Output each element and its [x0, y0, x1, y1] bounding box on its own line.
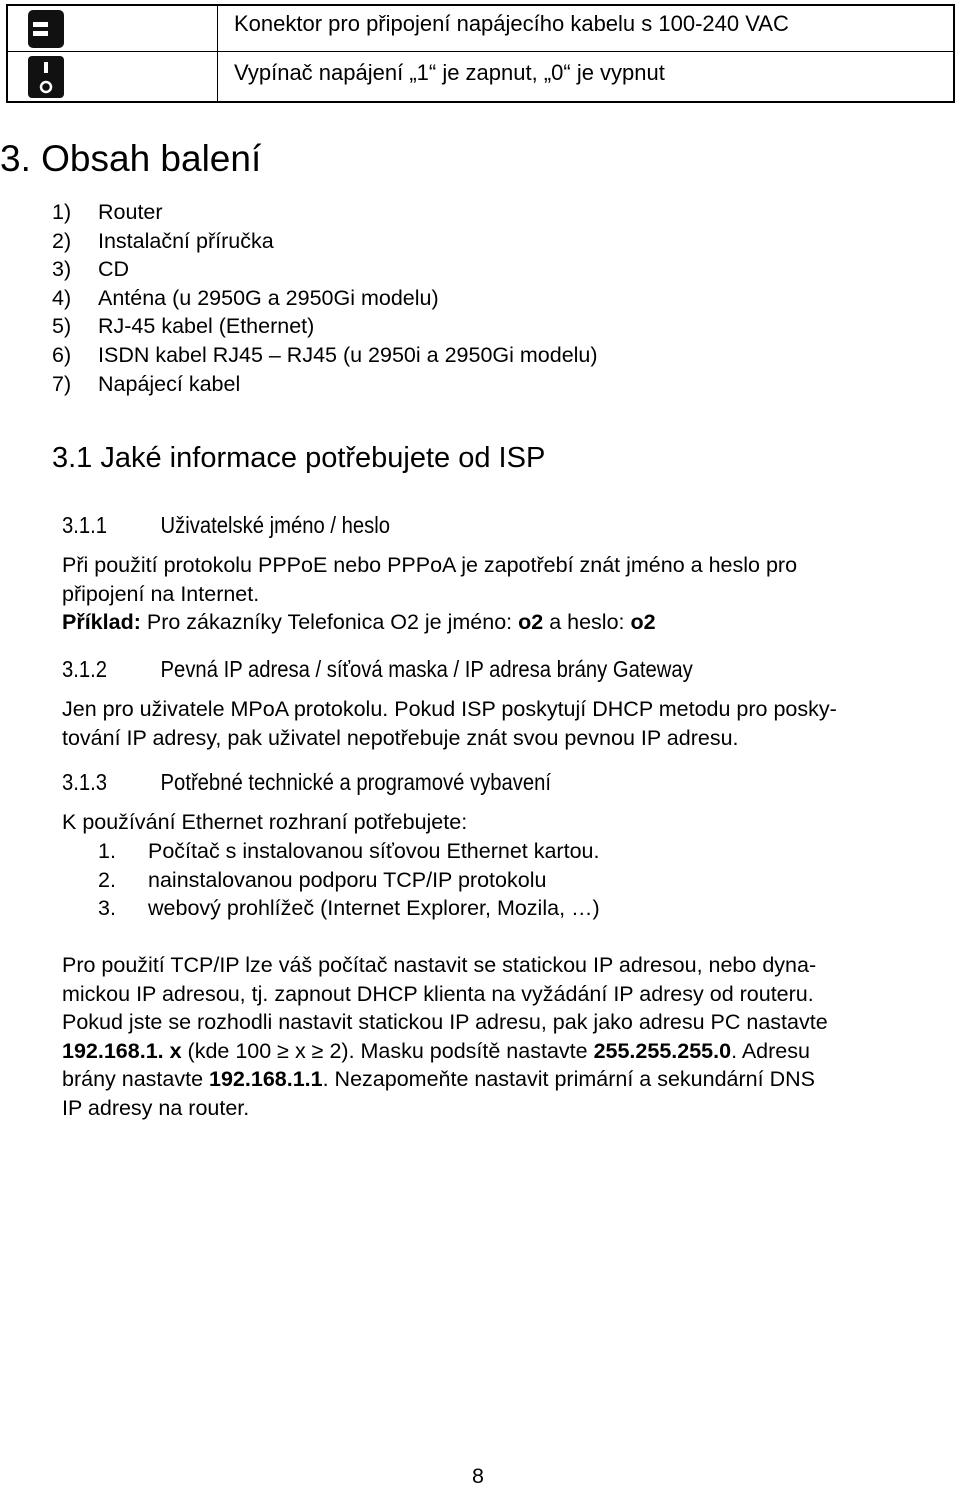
power-connector-icon	[26, 9, 66, 49]
paragraph: K používání Ethernet rozhraní potřebujete:	[62, 810, 468, 834]
list-item: 1) Router	[52, 200, 163, 224]
list-item: 2. nainstalovanou podporu TCP/IP protokolu	[98, 867, 547, 892]
switch-description: Vypínač napájení „1“ je zapnut, „0“ je vypnut	[234, 60, 665, 85]
subnet-mask: 255.255.255.0	[593, 1038, 732, 1063]
list-item: 2) Instalační příručka	[52, 228, 274, 253]
subsubsection-heading: 3.1.2 Pevná IP adresa / síťová maska / IP adresa brány Gateway	[62, 656, 693, 682]
pc-ip-address: 192.168.1. x	[62, 1038, 182, 1063]
package-contents-list	[52, 198, 598, 398]
subsubsection-heading: 3.1.1 Uživatelské jméno / heslo	[62, 512, 391, 538]
list-item: 4) Anténa (u 2950G a 2950Gi modelu)	[52, 285, 439, 310]
paragraph: Pro použití TCP/IP lze váš počítač nastavit se statickou IP adresou, nebo dyna- mickou IP adresou, tj. zapnout DHCP klienta na vyžádání IP adresy od routeru. Pokud jste se rozhodli nastavit statickou IP adresu, pak jako adresu PC nastavte 192.168.1. x (kde 100 ≥ x ≥ 2). Masku podsítě nastavte 255.255.255.0. Adresu brány nastavte 192.168.1.1. Nezapomeňte nastavit primární a sekundární DNS IP adresy na router.	[62, 953, 828, 1120]
list-item: 1. Počítač s instalovanou síťovou Ethernet kartou.	[98, 839, 600, 863]
example-line: Příklad: Pro zákazníky Telefonica O2 je jméno: o2 a heslo: o2	[62, 610, 656, 635]
subsection-title: 3.1 Jaké informace potřebujete od ISP	[52, 442, 546, 474]
power-switch-icon	[26, 56, 66, 96]
table-divider	[217, 6, 218, 101]
list-item: 3) CD	[52, 257, 130, 282]
list-item: 3. webový prohlížeč (Internet Explorer, Mozila, …)	[98, 896, 600, 921]
table-divider	[8, 51, 953, 52]
feature-table	[6, 4, 955, 103]
list-item: 5) RJ-45 kabel (Ethernet)	[52, 314, 315, 339]
connector-description: Konektor pro připojení napájecího kabelu s 100-240 VAC	[234, 11, 789, 36]
table-row	[234, 11, 789, 37]
paragraph: Jen pro uživatele MPoA protokolu. Pokud ISP poskytují DHCP metodu pro posky- tování IP adresy, pak uživatel nepotřebuje znát svou pevnou IP adresu.	[62, 697, 837, 750]
page-number: 8	[472, 1464, 484, 1488]
list-item: 7) Napájecí kabel	[52, 371, 241, 396]
gateway-address: 192.168.1.1	[209, 1067, 323, 1092]
subsubsection-heading: 3.1.3 Potřebné technické a programové vybavení	[62, 769, 551, 795]
requirements-list	[98, 837, 600, 923]
paragraph: Při použití protokolu PPPoE nebo PPPoA je zapotřebí znát jméno a heslo pro připojení na Internet. Příklad: Pro zákazníky Telefonica O2 je jméno: o2 a heslo: o2	[62, 551, 797, 637]
section-title: 3. Obsah balení	[0, 138, 262, 179]
list-item: 6) ISDN kabel RJ45 – RJ45 (u 2950i a 2950Gi modelu)	[52, 342, 598, 367]
table-row	[234, 60, 665, 86]
